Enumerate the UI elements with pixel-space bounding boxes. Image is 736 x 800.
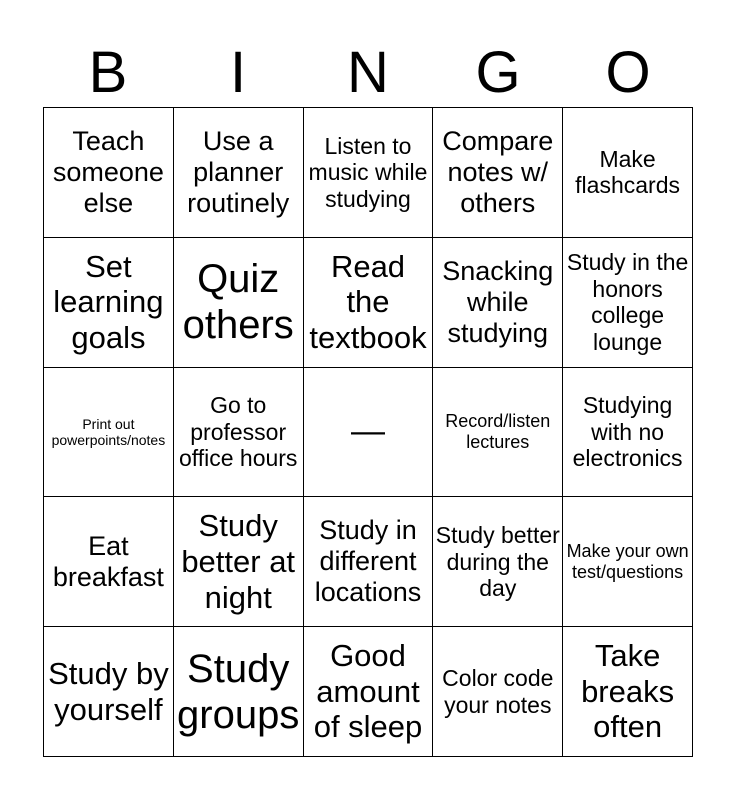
bingo-cell[interactable] (563, 497, 693, 627)
header-letter-n: N (347, 40, 389, 105)
bingo-cell[interactable] (433, 238, 563, 368)
cell-text: Study in the honors college lounge (566, 249, 689, 355)
cell-text: Set learning goals (53, 248, 164, 356)
cell-text: Compare notes w/ others (442, 125, 554, 218)
cell-text: Print out powerpoints/notes (51, 415, 166, 448)
cell-text: Record/listen lectures (445, 411, 551, 452)
header-letter-b: B (88, 40, 128, 105)
cell-text: Read the textbook (309, 248, 427, 356)
bingo-cell[interactable] (174, 368, 304, 498)
cell-text: Good amount of sleep (313, 638, 423, 745)
bingo-cell[interactable] (174, 238, 304, 368)
bingo-cell[interactable] (174, 497, 304, 627)
free-space-mark: — (350, 412, 385, 451)
bingo-cell[interactable] (44, 108, 174, 238)
header-letter-g: G (475, 40, 521, 105)
cell-text: Go to professor office hours (178, 392, 298, 472)
bingo-cell[interactable] (433, 627, 563, 757)
cell-text: Listen to music while studying (308, 132, 428, 212)
bingo-cell[interactable] (304, 627, 434, 757)
bingo-cell[interactable] (563, 627, 693, 757)
cell-text: Study better during the day (435, 522, 560, 601)
bingo-cell[interactable] (304, 497, 434, 627)
cell-text: Study by yourself (48, 655, 169, 727)
bingo-cell[interactable] (174, 108, 304, 238)
header-letter-o: O (605, 40, 651, 105)
bingo-cell[interactable] (174, 627, 304, 757)
bingo-cell[interactable] (44, 238, 174, 368)
cell-text: Teach someone else (52, 125, 164, 218)
cell-text: Make your own test/questions (566, 541, 689, 582)
bingo-cell[interactable] (563, 238, 693, 368)
cell-text: Quiz others (182, 257, 294, 348)
bingo-header (43, 38, 693, 108)
free-space[interactable] (304, 368, 434, 498)
cell-text: Studying with no electronics (572, 392, 683, 472)
bingo-cell[interactable] (563, 368, 693, 498)
cell-text: Study better at night (181, 508, 296, 615)
cell-text: Color code your notes (442, 665, 554, 718)
cell-text: Study groups (177, 646, 300, 737)
cell-text: Use a planner routinely (187, 125, 290, 218)
cell-text: Make flashcards (575, 145, 680, 199)
bingo-board (43, 107, 693, 757)
bingo-cell[interactable] (433, 497, 563, 627)
bingo-cell[interactable] (44, 627, 174, 757)
cell-text: Study in different locations (314, 515, 422, 608)
cell-text: Snacking while studying (442, 255, 554, 348)
bingo-cell[interactable] (433, 368, 563, 498)
bingo-cell[interactable] (44, 497, 174, 627)
bingo-cell[interactable] (304, 238, 434, 368)
bingo-cell[interactable] (563, 108, 693, 238)
bingo-cell[interactable] (433, 108, 563, 238)
cell-text: Take breaks often (581, 638, 675, 745)
cell-text: Eat breakfast (52, 530, 164, 592)
header-letter-i: I (229, 40, 247, 105)
bingo-cell[interactable] (44, 368, 174, 498)
bingo-cell[interactable] (304, 108, 434, 238)
